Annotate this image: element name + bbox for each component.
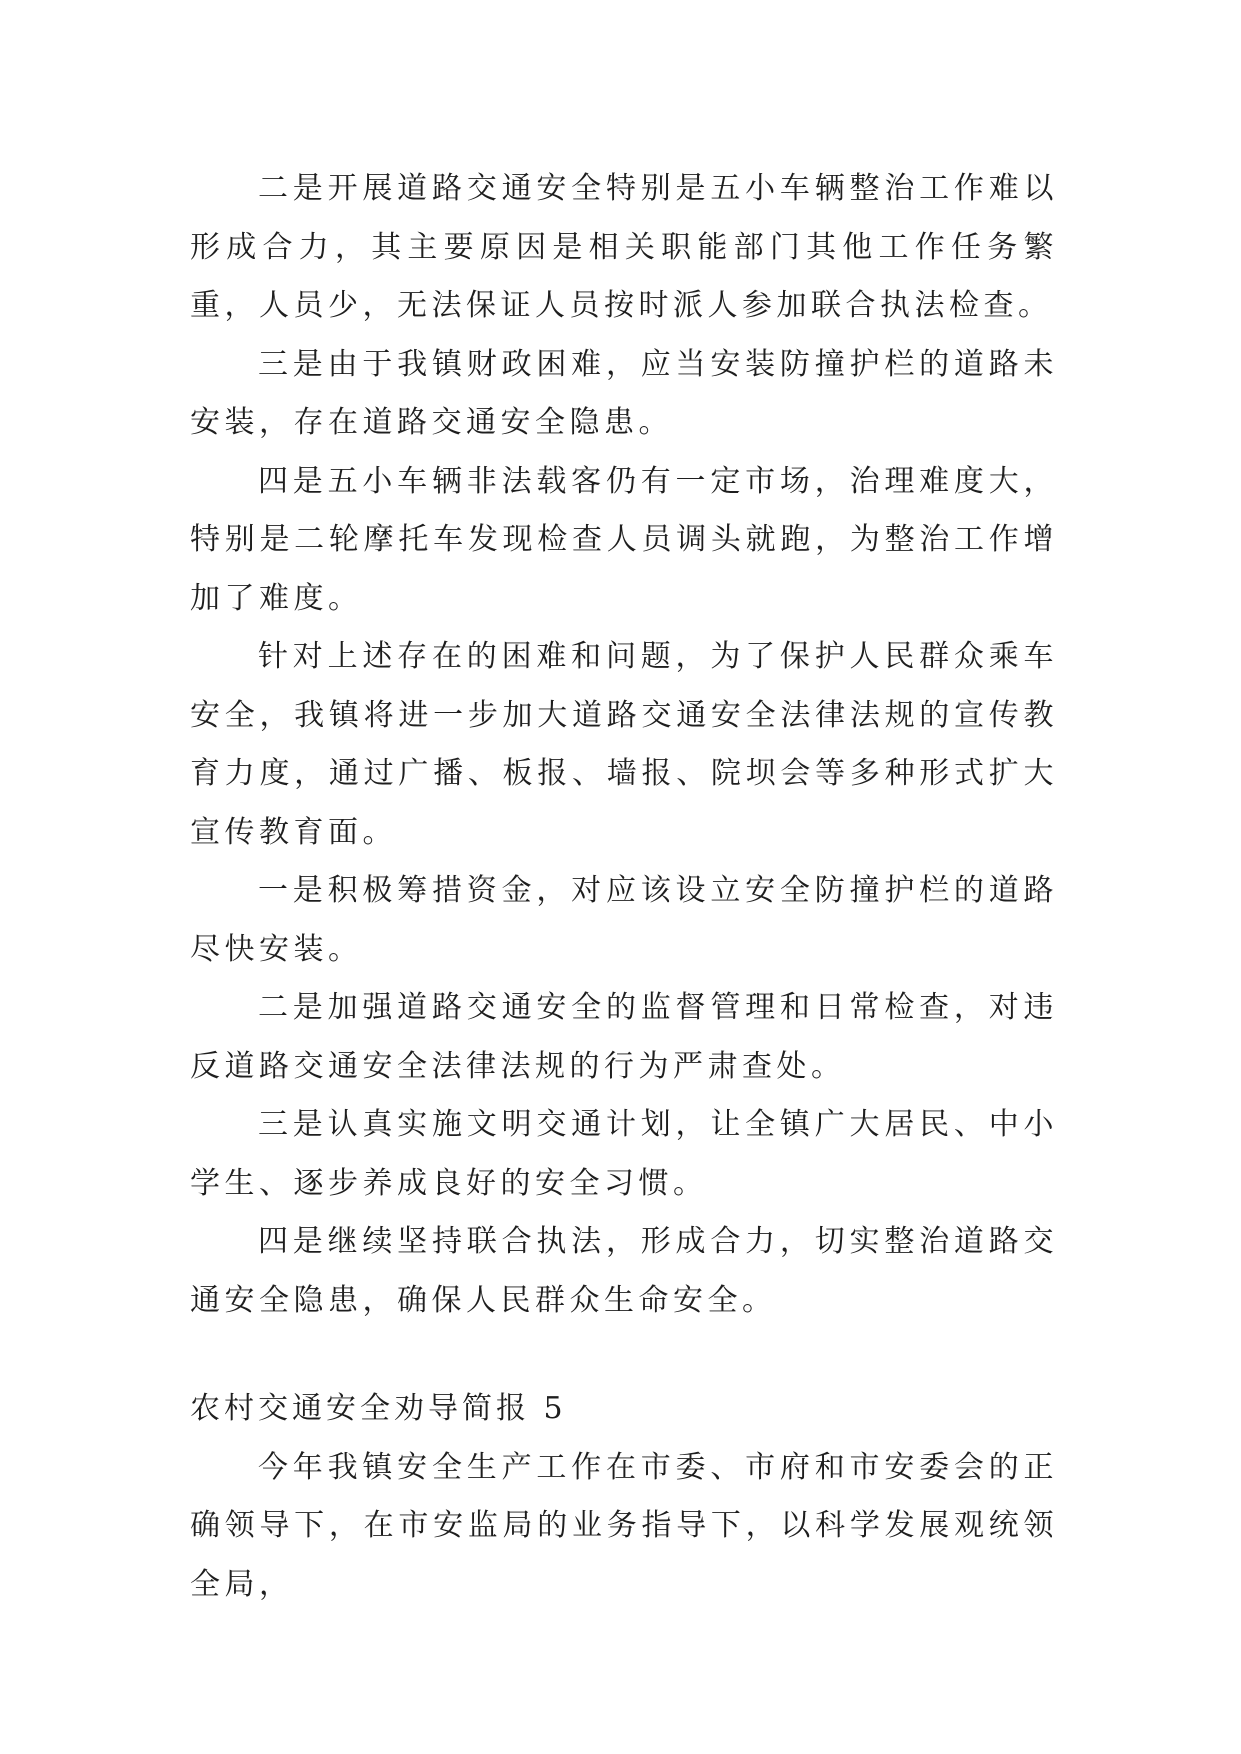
paragraph-measure-4: 四是继续坚持联合执法，形成合力，切实整治道路交通安全隐患，确保人民群众生命安全。 <box>190 1224 1058 1318</box>
paragraph-3-problem: 三是由于我镇财政困难，应当安装防撞护栏的道路未安装，存在道路交通安全隐患。 <box>190 346 1058 440</box>
paragraph-measure-1: 一是积极筹措资金，对应该设立安全防撞护栏的道路尽快安装。 <box>190 873 1058 967</box>
paragraph-section-5-intro: 今年我镇安全生产工作在市委、市府和市安委会的正确领导下，在市安监局的业务指导下，以科学发展观统领全局， <box>190 1449 1058 1602</box>
paragraph-measure-2: 二是加强道路交通安全的监督管理和日常检查，对违反道路交通安全法律法规的行为严肃查处。 <box>190 990 1058 1084</box>
paragraph-measures-intro: 针对上述存在的困难和问题，为了保护人民群众乘车安全，我镇将进一步加大道路交通安全法律法规的宣传教育力度，通过广播、板报、墙报、院坝会等多种形式扩大宣传教育面。 <box>190 639 1058 850</box>
section-title: 农村交通安全劝导简报 5 <box>190 1391 567 1426</box>
paragraph-2-problem: 二是开展道路交通安全特别是五小车辆整治工作难以形成合力，其主要原因是相关职能部门其他工作任务繁重，人员少，无法保证人员按时派人参加联合执法检查。 <box>190 171 1058 323</box>
paragraph-4-problem: 四是五小车辆非法载客仍有一定市场，治理难度大，特别是二轮摩托车发现检查人员调头就跑，为整治工作增加了难度。 <box>190 463 1058 616</box>
paragraph-measure-3: 三是认真实施文明交通计划，让全镇广大居民、中小学生、逐步养成良好的安全习惯。 <box>190 1107 1058 1201</box>
document-page <box>190 160 1058 1614</box>
